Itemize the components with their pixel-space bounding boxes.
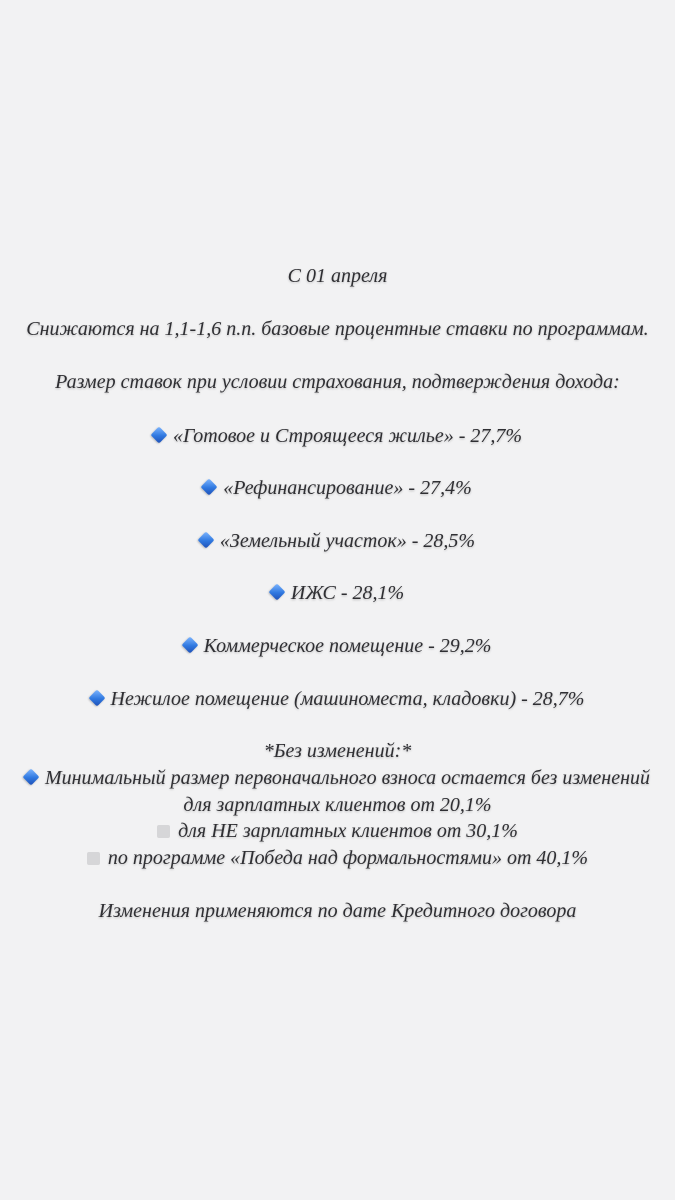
- date-line: С 01 апреля: [287, 265, 388, 287]
- program-label: «Рефинансирование» - 27,4%: [223, 477, 472, 499]
- no-changes-text: для зарплатных клиентов от 20,1%: [183, 794, 492, 816]
- program-item: [0, 528, 675, 554]
- condition-text: Размер ставок при условии страхования, подтверждения дохода:: [55, 371, 620, 393]
- blue-diamond-icon: [197, 532, 214, 549]
- program-item: [0, 475, 675, 501]
- program-label: «Готовое и Строящееся жилье» - 27,7%: [172, 425, 523, 447]
- gray-square-icon: [87, 852, 100, 865]
- blue-diamond-icon: [22, 769, 39, 786]
- no-changes-text: для НЕ зарплатных клиентов от 30,1%: [178, 820, 518, 842]
- program-label: ИЖС - 28,1%: [290, 582, 405, 604]
- blue-diamond-icon: [268, 584, 285, 601]
- program-label: Нежилое помещение (машиноместа, кладовки) - 28,7%: [110, 688, 585, 710]
- footer-note: Изменения применяются по дате Кредитного договора: [98, 900, 577, 922]
- blue-diamond-icon: [150, 427, 167, 444]
- blue-diamond-icon: [88, 690, 105, 707]
- blue-diamond-icon: [201, 479, 218, 496]
- program-item: [0, 580, 675, 606]
- no-changes-line: [0, 845, 675, 871]
- program-label: Коммерческое помещение - 29,2%: [203, 635, 492, 657]
- no-changes-text: по программе «Победа над формальностями» от 40,1%: [107, 847, 589, 869]
- blue-diamond-icon: [181, 637, 198, 654]
- gray-square-icon: [157, 825, 170, 838]
- program-item: [0, 686, 675, 712]
- no-changes-text: Минимальный размер первоначального взноса остается без изменений: [44, 767, 651, 789]
- no-changes-title: *Без изменений:*: [263, 740, 412, 762]
- no-changes-line: [0, 818, 675, 844]
- no-changes-line: [0, 765, 675, 791]
- program-item: [0, 423, 675, 449]
- no-changes-line: [0, 792, 675, 818]
- program-label: «Земельный участок» - 28,5%: [219, 530, 476, 552]
- intro-text: Снижаются на 1,1-1,6 п.п. базовые процентные ставки по программам.: [26, 318, 649, 340]
- program-item: [0, 633, 675, 659]
